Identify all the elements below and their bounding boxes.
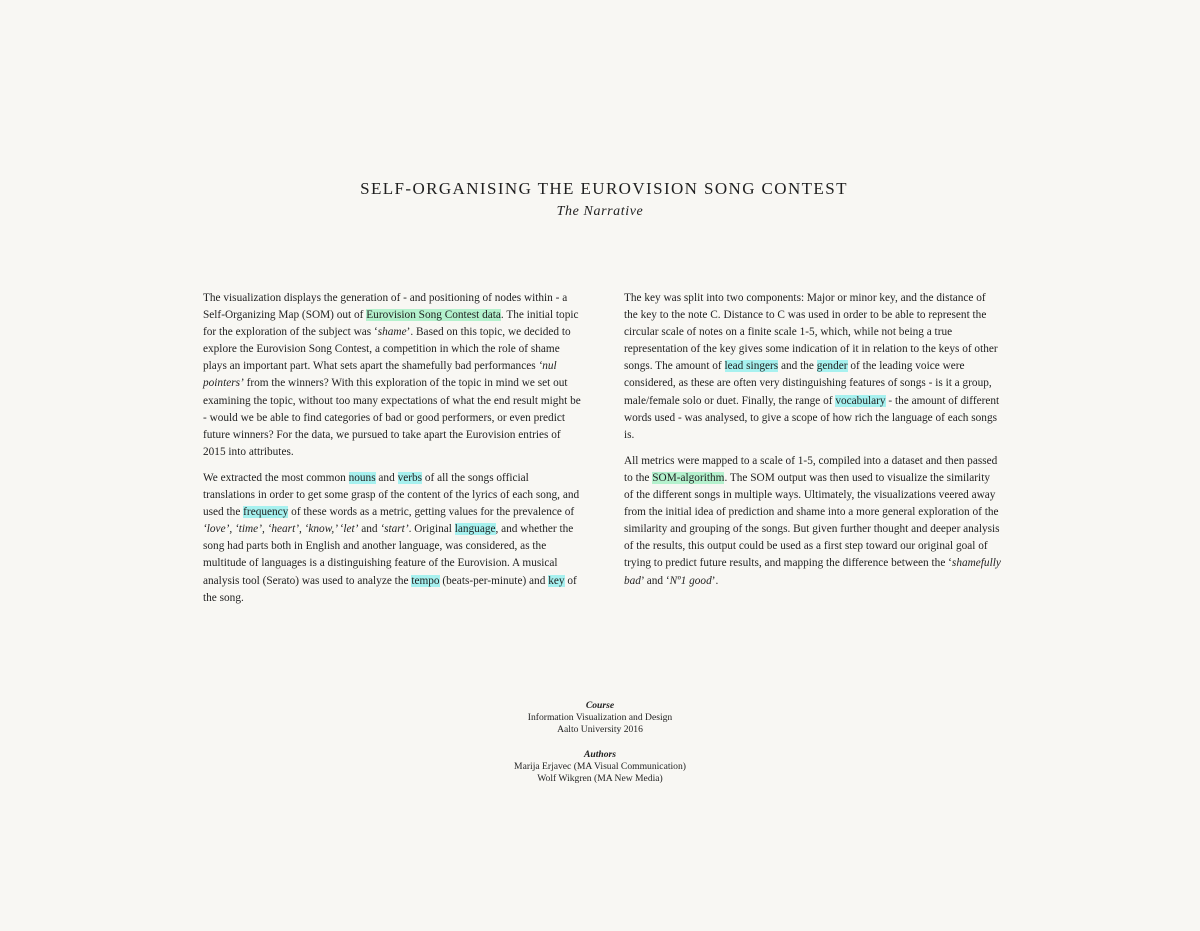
highlighted-term: language (454, 523, 496, 536)
course-name: Information Visualization and Design (527, 712, 673, 724)
course-label: Course (585, 700, 615, 711)
text-segment: We extracted the most common (203, 471, 349, 484)
text-segment: and (375, 471, 398, 484)
text-segment: of the song. (203, 574, 577, 604)
page-title: SELF-ORGANISING THE EUROVISION SONG CONTEST (360, 179, 848, 198)
text-segment: The visualization displays the generation of - and positioning of nodes within - a Self-Organizing Map (SOM) out of (203, 292, 568, 322)
highlighted-term: key (548, 574, 565, 587)
text-segment: and the (778, 360, 817, 373)
credits (0, 700, 1200, 785)
text-segment: , and whether the song had parts both in English and another language, was considered, as the multitude of languages is a distinguishing feature of the Eurovision. A musical analysis tool (Serato) was used to analyze the (203, 523, 574, 587)
text-segment: . The SOM output was then used to visualize the similarity of the different songs in multiple ways. Ultimately, the visualizations veered away from the initial idea of prediction and shame into a more general exploration of the similarity and grouping of the songs. But given further thought and deeper analysis of the results, this output could be used as a first step toward our original goal of trying to predict future results, and mapping the difference between the ‘ (624, 471, 1000, 570)
text-segment: The key was split into two components: Major or minor key, and the distance of the key to the note C. Distance to C was used in order to be able to represent the circular scale of notes on a finite scale 1-5, which, while not being a true representation of the key gives some indication of it in relation to the keys of other songs. The amount of (624, 292, 998, 373)
text-segment: of these words as a metric, getting values for the prevalence of (288, 506, 575, 519)
paragraph (203, 470, 581, 607)
text-segment: - the amount of different words used - was analysed, to give a scope of how rich the language of each songs is. (624, 394, 1000, 441)
text-segment: ’ and ‘ (640, 574, 670, 587)
paragraph (624, 453, 1002, 590)
highlighted-term: Eurovision Song Contest data (366, 309, 501, 322)
highlighted-term: frequency (243, 506, 289, 519)
text-segment: All metrics were mapped to a scale of 1-5, compiled into a dataset and then passed to the (624, 454, 998, 484)
highlighted-term: lead singers (724, 360, 779, 373)
text-segment: of the leading voice were considered, as these are often very distinguishing features of songs - is it a group, male/female solo or duet. Finally, the range of (624, 360, 992, 407)
highlighted-term: vocabulary (835, 394, 886, 407)
author-name: Marija Erjavec (MA Visual Communication) (514, 760, 686, 772)
text-segment: ’. (711, 574, 719, 587)
highlighted-term: gender (816, 360, 848, 373)
text-segment: ’. Based on this topic, we decided to explore the Eurovision Song Contest, a competition in which the role of shame plays an important part. What sets apart the shamefully bad performances (203, 326, 571, 373)
highlighted-term: nouns (348, 471, 376, 484)
paragraph (624, 290, 1002, 444)
highlighted-term: SOM-algorithm (652, 471, 725, 484)
highlighted-term: tempo (411, 574, 440, 587)
italic-text: ‘start’ (380, 523, 409, 536)
spacer (0, 737, 1200, 749)
left-column (203, 290, 581, 616)
author-name: Wolf Wikgren (MA New Media) (537, 773, 663, 785)
paragraph (203, 290, 581, 461)
text-segment: (beats-per-minute) and (439, 574, 549, 587)
text-segment: . The initial topic for the exploration of the subject was ‘ (203, 309, 579, 339)
text-segment: and (358, 523, 381, 536)
course-university: Aalto University 2016 (557, 724, 643, 736)
header (0, 178, 1200, 222)
page-subtitle: The Narrative (556, 204, 644, 219)
italic-text: shame (377, 326, 407, 339)
right-column (624, 290, 1002, 599)
highlighted-term: verbs (397, 471, 423, 484)
text-segment: . Original (408, 523, 455, 536)
authors-label: Authors (584, 748, 616, 760)
italic-text: ‘nul pointers’ (203, 360, 557, 390)
italic-text: shamefully bad (624, 557, 1001, 587)
italic-text: ‘love’, ‘time’, ‘heart’, ‘know,’ ‘let’ (203, 523, 359, 536)
text-segment: of all the songs official translations in order to get some grasp of the content of the lyrics of each song, and used the (203, 471, 580, 519)
text-segment: from the winners? With this exploration of the topic in mind we set out examining the topic, without too many expectations of what the end result might be - would we be able to find categories of bad or good performers, or even predict future winners? For the data, we pursued to take apart the Eurovision entries of 2015 into attributes. (203, 377, 581, 458)
italic-text: Nº1 good (669, 574, 712, 587)
